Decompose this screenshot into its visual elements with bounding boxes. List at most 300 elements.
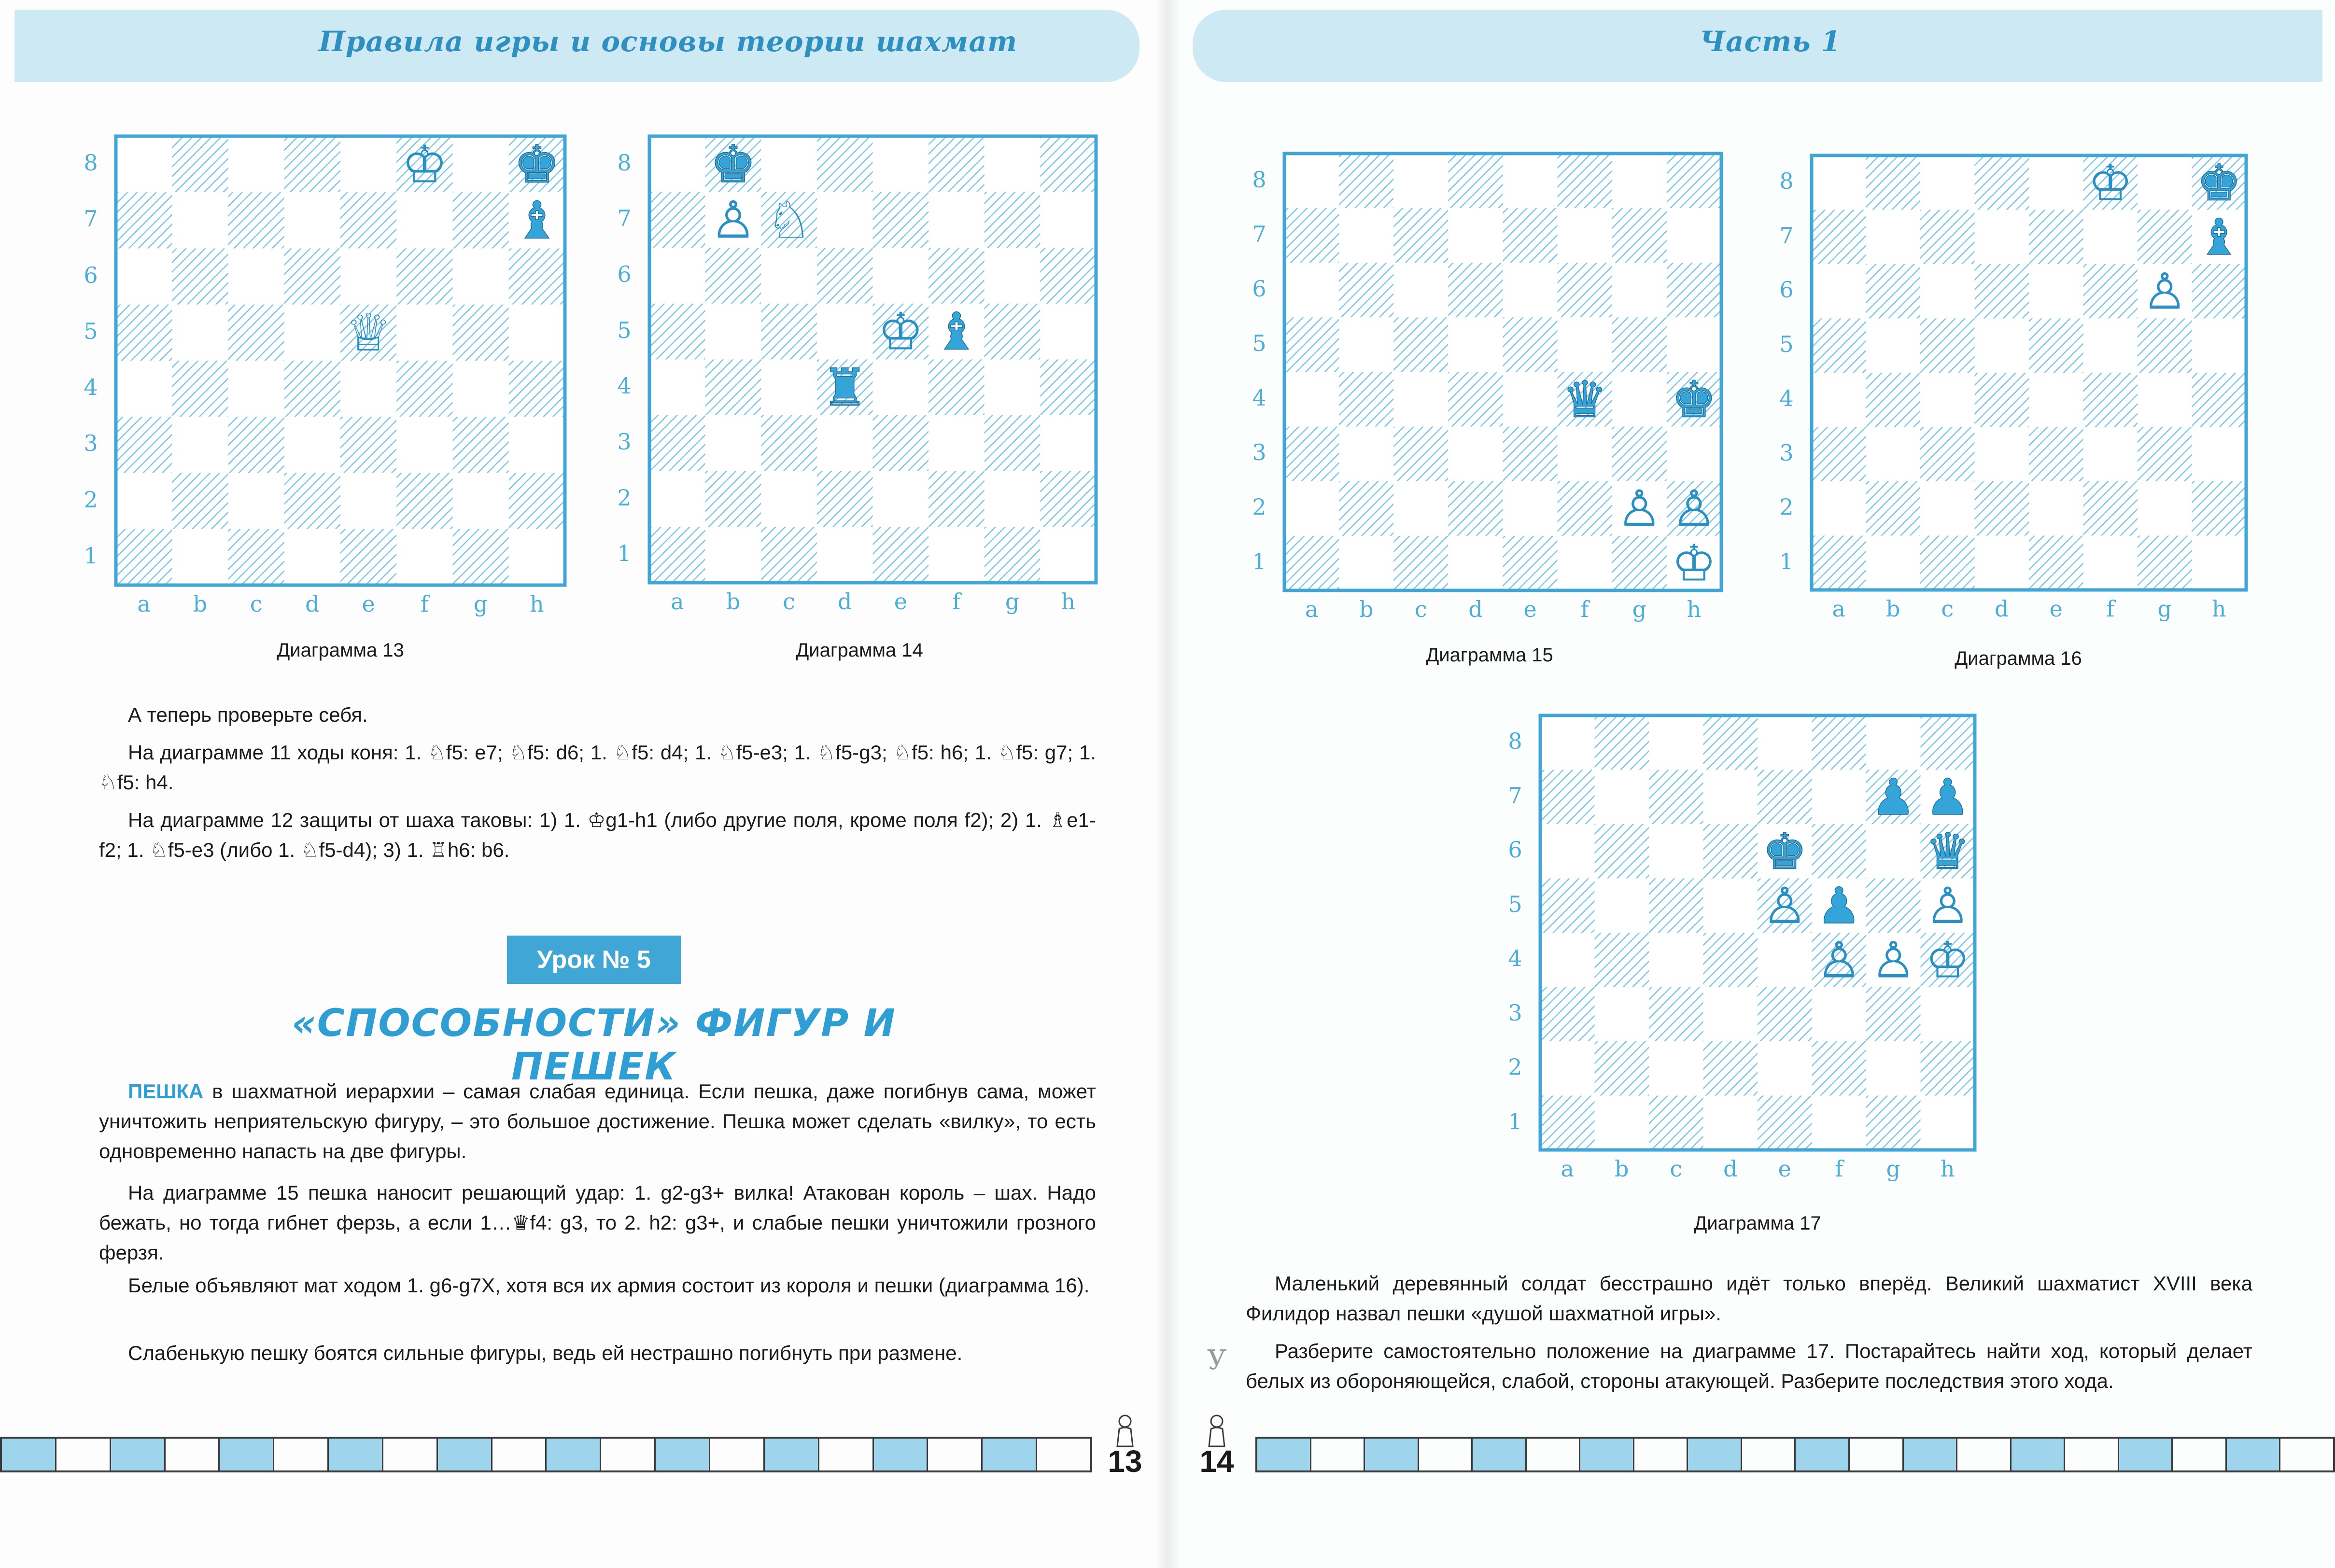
footer-strip-cell: [274, 1439, 329, 1470]
board-square-b5: [1339, 317, 1393, 372]
black-bishop-icon: ♝: [933, 302, 980, 362]
board-square-e6: [2029, 264, 2083, 319]
board-square-d4: [1703, 933, 1758, 987]
white-pawn-icon: ♙: [1925, 877, 1970, 935]
board-square-f1: [1812, 1096, 1867, 1150]
board-square-d5: [1975, 319, 2029, 373]
board-square-g4: [453, 361, 509, 417]
board-square-b6: [1595, 824, 1649, 879]
board-square-a6: [1284, 263, 1339, 317]
board-square-f8: [928, 136, 985, 192]
black-bishop-icon: ♝: [513, 191, 560, 251]
board-square-h5: [1667, 317, 1721, 372]
board-square-e7: [340, 192, 396, 248]
board-square-a7: [1540, 770, 1595, 825]
rank-label: 1: [1252, 548, 1266, 575]
board-square-c1: [1920, 536, 1975, 590]
rank-label: 1: [1779, 548, 1794, 574]
footer-strip-cell: [438, 1439, 492, 1470]
board-square-d8: [1448, 154, 1503, 208]
board-square-h8: [1040, 136, 1096, 192]
board-square-e1: [2029, 536, 2083, 590]
rank-label: 3: [1508, 999, 1522, 1026]
board-square-g7: [1612, 208, 1667, 263]
board-square-c3: [1920, 427, 1975, 482]
footer-strip-cell: [1688, 1439, 1742, 1470]
footer-strip-cell: [2065, 1439, 2119, 1470]
footer-strip-cell: [1365, 1439, 1419, 1470]
board-square-e7: [1758, 770, 1812, 825]
board-square-a3: [1284, 427, 1339, 481]
board-square-f7: [1812, 770, 1867, 825]
board-square-f6: [1558, 263, 1612, 317]
file-label: d: [1995, 596, 2009, 622]
board-square-b7: [1595, 770, 1649, 825]
rank-label: 7: [1508, 782, 1522, 809]
file-label: a: [1561, 1156, 1574, 1182]
board-square-d3: [1703, 987, 1758, 1042]
board-square-a8: [1812, 155, 1866, 210]
file-label: g: [473, 591, 488, 617]
board-square-b6: [1866, 264, 1921, 319]
board-square-b1: [172, 529, 228, 585]
board-square-e4: [2029, 373, 2083, 427]
footer-strip-cell: [1037, 1439, 1090, 1470]
board-square-d6: [1448, 263, 1503, 317]
board-square-d3: [1448, 427, 1503, 481]
board-square-c8: [1393, 154, 1448, 208]
board-square-e8: [340, 136, 396, 192]
page-number-left: [1101, 1414, 1149, 1482]
board-square-d5: [284, 305, 340, 361]
board-square-e8: [873, 136, 929, 192]
board-square-c3: [228, 417, 284, 473]
board-square-a4: [1284, 372, 1339, 427]
footer-strip-cell: [166, 1439, 220, 1470]
board-square-c2: [1649, 1041, 1703, 1096]
board-square-b5: [1595, 879, 1649, 933]
board-square-b6: [172, 249, 228, 305]
chessboard-svg: [1284, 154, 1721, 593]
page-number-left-text: 13: [1108, 1444, 1142, 1479]
board-square-f6: [928, 248, 985, 304]
board-square-a3: [116, 417, 172, 473]
board-square-d2: [1703, 1041, 1758, 1096]
board-square-c5: [761, 304, 817, 360]
file-label: a: [1305, 596, 1319, 622]
rank-label: 6: [1779, 277, 1794, 303]
board-square-g7: [453, 192, 509, 248]
board-square-c6: [228, 249, 284, 305]
board-square-g7: [2138, 210, 2192, 265]
board-square-d8: [284, 136, 340, 192]
board-square-e1: [340, 529, 396, 585]
white-king-icon: ♔: [2088, 154, 2133, 212]
board-square-f8: [1812, 715, 1867, 770]
board-square-c4: [761, 360, 817, 416]
board-square-f6: [396, 249, 452, 305]
board-square-g1: [2138, 536, 2192, 590]
board-square-e5: [1503, 317, 1558, 372]
board-square-b4: [1866, 373, 1921, 427]
board-square-g8: [2138, 155, 2192, 210]
board-square-d3: [284, 417, 340, 473]
footer-strip-cell: [111, 1439, 166, 1470]
board-square-c8: [761, 136, 817, 192]
board-square-b4: [172, 361, 228, 417]
board-square-a7: [1812, 210, 1866, 265]
board-square-c4: [1393, 372, 1448, 427]
board-square-d7: [284, 192, 340, 248]
board-square-e3: [340, 417, 396, 473]
footer-strip-cell: [601, 1439, 656, 1470]
board-square-h1: [2192, 536, 2247, 590]
board-square-b6: [705, 248, 761, 304]
board-square-f1: [1558, 536, 1612, 590]
file-label: c: [250, 591, 263, 617]
board-square-a4: [116, 361, 172, 417]
footer-strip-cell: [56, 1439, 111, 1470]
board-square-g2: [1866, 1041, 1921, 1096]
white-pawn-icon: ♙: [1671, 479, 1717, 538]
board-square-h3: [1040, 415, 1096, 471]
file-label: a: [671, 588, 684, 615]
file-label: g: [1005, 588, 1020, 615]
black-queen-icon: ♛: [1925, 823, 1970, 881]
board-square-b5: [1866, 319, 1921, 373]
board-square-e2: [1503, 481, 1558, 536]
rank-label: 5: [1508, 891, 1522, 917]
board-square-g4: [985, 360, 1041, 416]
board-square-f2: [396, 473, 452, 529]
board-square-g8: [1612, 154, 1667, 208]
board-square-f5: [396, 305, 452, 361]
board-square-c5: [1393, 317, 1448, 372]
file-label: c: [1414, 596, 1427, 622]
board-square-b1: [1595, 1096, 1649, 1150]
footer-strip-cell: [765, 1439, 819, 1470]
board-square-a4: [1540, 933, 1595, 987]
board-square-b8: [1339, 154, 1393, 208]
board-square-g7: [985, 192, 1041, 248]
board-square-h5: [509, 305, 565, 361]
footer-strip-cell: [1634, 1439, 1688, 1470]
board-square-c8: [1920, 155, 1975, 210]
lesson-badge: Урок № 5: [507, 936, 681, 984]
file-label: d: [837, 588, 852, 615]
board-square-h7: [1040, 192, 1096, 248]
file-label: h: [1687, 596, 1702, 622]
running-header-left: Правила игры и основы теории шахмат: [319, 25, 1018, 58]
white-pawn-icon: ♙: [710, 190, 757, 251]
board-square-a6: [1812, 264, 1866, 319]
black-king-icon: ♚: [1671, 370, 1717, 429]
rank-label: 6: [1252, 275, 1266, 302]
board-square-b2: [705, 471, 761, 527]
board-square-e3: [1503, 427, 1558, 481]
board-square-f4: [2083, 373, 2138, 427]
board-square-c4: [1920, 373, 1975, 427]
board-square-a5: [649, 304, 705, 360]
board-square-c7: [1393, 208, 1448, 263]
board-square-g3: [2138, 427, 2192, 482]
black-king-icon: ♚: [710, 134, 757, 195]
board-square-h7: [1667, 208, 1721, 263]
footer-strip-cell: [2011, 1439, 2066, 1470]
board-square-a8: [649, 136, 705, 192]
board-square-f4: [928, 360, 985, 416]
board-square-h5: [2192, 319, 2247, 373]
board-square-h2: [2192, 481, 2247, 536]
footer-strip-cell: [983, 1439, 1037, 1470]
board-square-g5: [2138, 319, 2192, 373]
file-label: b: [1615, 1156, 1629, 1182]
rank-label: 6: [617, 261, 632, 288]
board-square-d6: [817, 248, 873, 304]
board-square-f6: [1812, 824, 1867, 879]
board-square-g6: [1866, 824, 1921, 879]
file-label: f: [1580, 596, 1589, 622]
board-square-e5: [2029, 319, 2083, 373]
footer-strip-cell: [819, 1439, 874, 1470]
board-square-e1: [1758, 1096, 1812, 1150]
board-square-e6: [1503, 263, 1558, 317]
board-square-g1: [1866, 1096, 1921, 1150]
board-square-d8: [1703, 715, 1758, 770]
file-label: h: [1061, 588, 1075, 615]
board-square-a3: [1812, 427, 1866, 482]
board-square-e7: [2029, 210, 2083, 265]
diagram-caption-16: Диаграмма 16: [1955, 648, 2082, 669]
board-square-c7: [1920, 210, 1975, 265]
white-pawn-icon: ♙: [2142, 263, 2187, 321]
board-square-g1: [985, 527, 1041, 583]
board-square-d1: [1448, 536, 1503, 590]
chess-diagram-16: [1779, 154, 2246, 622]
board-square-g6: [453, 249, 509, 305]
footer-strip-cell: [2173, 1439, 2227, 1470]
board-square-d7: [817, 192, 873, 248]
board-square-f3: [928, 415, 985, 471]
board-square-d7: [1448, 208, 1503, 263]
board-square-f7: [1558, 208, 1612, 263]
board-square-d8: [1975, 155, 2029, 210]
board-square-a5: [1284, 317, 1339, 372]
white-king-icon: ♔: [877, 302, 924, 362]
board-square-e8: [1758, 715, 1812, 770]
board-square-b1: [1339, 536, 1393, 590]
rank-label: 2: [1779, 494, 1794, 520]
board-square-f3: [396, 417, 452, 473]
footer-strip-cell: [1904, 1439, 1958, 1470]
board-square-f4: [396, 361, 452, 417]
board-square-a1: [1812, 536, 1866, 590]
board-square-a3: [649, 415, 705, 471]
board-square-c1: [1649, 1096, 1703, 1150]
board-square-a2: [1284, 481, 1339, 536]
board-square-d8: [817, 136, 873, 192]
board-square-b7: [172, 192, 228, 248]
board-square-c7: [228, 192, 284, 248]
paragraph-check-yourself: А теперь проверьте себя.: [128, 703, 368, 726]
board-square-h4: [509, 361, 565, 417]
file-label: h: [530, 591, 544, 617]
board-square-e7: [873, 192, 929, 248]
board-square-a6: [649, 248, 705, 304]
board-square-a8: [116, 136, 172, 192]
board-square-b5: [705, 304, 761, 360]
board-square-h5: [1040, 304, 1096, 360]
black-bishop-icon: ♝: [2196, 208, 2242, 266]
board-square-e3: [873, 415, 929, 471]
paragraph-check-defenses: На диаграмме 12 защиты от шаха таковы: 1) 1. ♔g1-h1 (либо другие поля, кроме поля f2); 2) 1. ♗e1-f2; 1. ♘f5-e3 (либо 1. ♘f5-d4); 3) 1. ♖h6: b6.: [99, 809, 1096, 861]
chessboard-svg: [1540, 715, 1975, 1150]
file-label: b: [1359, 596, 1374, 622]
file-label: e: [2049, 596, 2063, 622]
board-square-d7: [1975, 210, 2029, 265]
footer-strip-cell: [492, 1439, 547, 1470]
board-square-a5: [1540, 879, 1595, 933]
rank-label: 5: [617, 317, 632, 343]
white-king-icon: ♔: [401, 135, 448, 195]
board-square-e3: [1758, 987, 1812, 1042]
file-label: c: [1670, 1156, 1683, 1182]
board-square-e2: [2029, 481, 2083, 536]
rank-label: 8: [617, 149, 632, 176]
rank-label: 3: [1779, 439, 1794, 466]
board-square-b2: [1866, 481, 1921, 536]
footer-strip-cell: [1796, 1439, 1850, 1470]
board-square-g2: [453, 473, 509, 529]
board-square-b1: [705, 527, 761, 583]
file-label: e: [362, 591, 375, 617]
board-square-e8: [1503, 154, 1558, 208]
rank-label: 8: [84, 150, 98, 176]
board-square-c4: [1649, 933, 1703, 987]
board-square-g5: [1612, 317, 1667, 372]
board-square-b3: [1595, 987, 1649, 1042]
footer-strip-cell: [2119, 1439, 2173, 1470]
board-square-g5: [1866, 879, 1921, 933]
board-square-f1: [2083, 536, 2138, 590]
footer-strip-cell: [220, 1439, 274, 1470]
board-square-g3: [453, 417, 509, 473]
rank-label: 4: [1252, 385, 1266, 411]
footer-strip-cell: [1311, 1439, 1365, 1470]
chess-diagram-15: [1252, 154, 1721, 622]
board-square-a8: [1284, 154, 1339, 208]
board-square-a1: [649, 527, 705, 583]
board-square-c3: [761, 415, 817, 471]
file-label: e: [894, 588, 907, 615]
board-square-a6: [116, 249, 172, 305]
board-square-h3: [1667, 427, 1721, 481]
white-pawn-icon: ♙: [1617, 479, 1662, 538]
board-square-d1: [1975, 536, 2029, 590]
board-square-f3: [1558, 427, 1612, 481]
board-square-a1: [116, 529, 172, 585]
file-label: f: [2106, 596, 2115, 622]
rank-label: 4: [1779, 385, 1794, 412]
board-square-c7: [1649, 770, 1703, 825]
file-label: a: [1832, 596, 1845, 622]
board-square-d2: [284, 473, 340, 529]
diagram-caption-17: Диаграмма 17: [1694, 1213, 1821, 1234]
board-square-e6: [873, 248, 929, 304]
board-square-f7: [396, 192, 452, 248]
board-square-d1: [817, 527, 873, 583]
board-square-f5: [2083, 319, 2138, 373]
board-square-c5: [1649, 879, 1703, 933]
rank-label: 3: [84, 430, 98, 457]
chess-diagram-14: [617, 134, 1096, 615]
board-square-g5: [453, 305, 509, 361]
footer-strip-cell: [1850, 1439, 1904, 1470]
footer-strip-cell: [547, 1439, 601, 1470]
board-square-h4: [1040, 360, 1096, 416]
diagram-caption-15: Диаграмма 15: [1426, 644, 1553, 666]
board-square-f2: [2083, 481, 2138, 536]
file-label: g: [1886, 1156, 1900, 1182]
chessboard-svg: [649, 136, 1096, 583]
board-square-e2: [1758, 1041, 1812, 1096]
file-label: g: [2157, 596, 2172, 622]
board-square-a5: [1812, 319, 1866, 373]
black-rook-icon: ♜: [822, 358, 868, 418]
board-square-g1: [453, 529, 509, 585]
file-label: g: [1632, 596, 1647, 622]
file-label: h: [1940, 1156, 1955, 1182]
board-square-e8: [2029, 155, 2083, 210]
board-square-e6: [340, 249, 396, 305]
board-square-d1: [284, 529, 340, 585]
board-square-b3: [705, 415, 761, 471]
rank-label: 3: [1252, 439, 1266, 466]
footer-strip-cell: [329, 1439, 383, 1470]
pencil-margin-mark: У: [1207, 1344, 1227, 1376]
paragraph-diagram15-fork: На диаграмме 15 пешка наносит решающий удар: 1. g2-g3+ вилка! Атакован король – шах. Надо бежать, но тогда гибнет ферзь, а если 1…♛f4: g3, то 2. h2: g3+, и слабые пешки уничтожили грозного ферзя.: [99, 1181, 1096, 1264]
chessboard-svg: [1812, 155, 2246, 590]
file-label: b: [726, 588, 741, 615]
board-square-h8: [1667, 154, 1721, 208]
file-label: c: [1941, 596, 1954, 622]
board-square-d6: [1703, 824, 1758, 879]
footer-strip-cell: [656, 1439, 710, 1470]
board-square-a7: [649, 192, 705, 248]
board-square-c3: [1649, 987, 1703, 1042]
board-square-d6: [284, 249, 340, 305]
board-square-a8: [1540, 715, 1595, 770]
board-square-g3: [1612, 427, 1667, 481]
footer-strip-cell: [1580, 1439, 1634, 1470]
board-square-c6: [1920, 264, 1975, 319]
board-square-c1: [761, 527, 817, 583]
board-square-b7: [1866, 210, 1921, 265]
board-square-h3: [2192, 427, 2247, 482]
rank-label: 4: [1508, 945, 1522, 972]
file-label: b: [193, 591, 208, 617]
rank-label: 4: [84, 374, 98, 401]
board-square-e7: [1503, 208, 1558, 263]
board-square-e2: [873, 471, 929, 527]
pawn-intro-text: в шахматной иерархии – самая слабая единица. Если пешка, даже погибнув сама, может уничтожить неприятельскую фигуру, – это большое достижение. Пешка может сделать «вилку», то есть одновременно напасть на две фигуры.: [99, 1080, 1096, 1162]
page-number-right-text: 14: [1199, 1444, 1234, 1479]
board-square-f1: [396, 529, 452, 585]
board-square-c6: [761, 248, 817, 304]
board-square-e1: [1503, 536, 1558, 590]
board-square-d3: [1975, 427, 2029, 482]
paragraph-knight-moves: На диаграмме 11 ходы коня: 1. ♘f5: e7; ♘f5: d6; 1. ♘f5: d4; 1. ♘f5-e3; 1. ♘f5-g3; ♘f5: h6; 1. ♘f5: g7; 1. ♘f5: h4.: [99, 741, 1096, 794]
